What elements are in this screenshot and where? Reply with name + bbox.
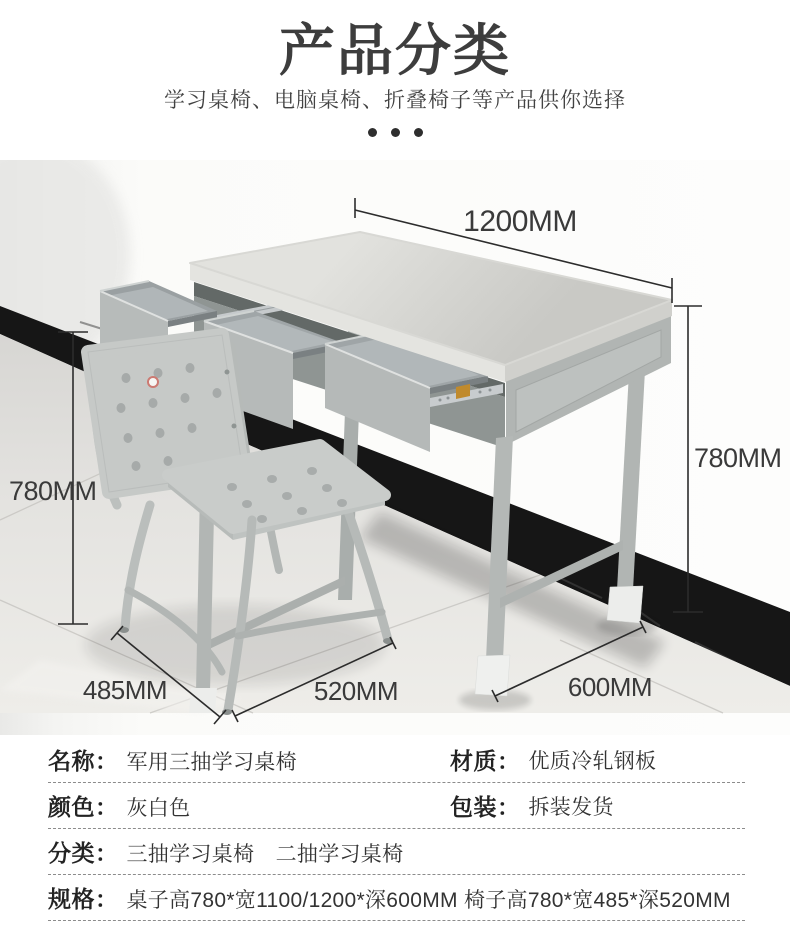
header: [0, 0, 790, 138]
spec-name: [48, 743, 297, 776]
dot-icon: [391, 128, 400, 137]
spec-row-name: [48, 737, 745, 783]
dot-icon: [368, 128, 377, 137]
dim-right-height: 780MM: [694, 443, 782, 473]
decorative-dots: [0, 128, 790, 138]
page-title: 产品分类: [279, 19, 511, 82]
spec-value: 优质冷轧钢板: [528, 749, 657, 773]
spec-color: [48, 789, 190, 822]
spec-row-category: [48, 829, 745, 875]
desk-chair-scene: [0, 160, 790, 735]
spec-value: 军用三抽学习桌椅: [126, 751, 297, 774]
spec-label: 材质：: [450, 748, 521, 774]
spec-row-color: [48, 783, 745, 829]
spec-value: 灰白色: [126, 797, 191, 820]
spec-category: [48, 835, 403, 868]
dot-icon: [414, 128, 423, 137]
dim-left-height: 780MM: [9, 476, 97, 506]
spec-value: 拆装发货: [528, 795, 614, 819]
dim-chair-depth: 520MM: [313, 676, 399, 706]
page-subtitle: 学习桌椅、电脑桌椅、折叠椅子等产品供你选择: [164, 89, 626, 112]
spec-list: [0, 737, 790, 921]
spec-value: 桌子高780*宽1100/1200*深600MM 椅子高780*宽485*深520MM: [126, 889, 731, 912]
spec-label: 规格：: [48, 886, 119, 912]
spec-row-size: [48, 875, 745, 921]
dim-desk-depth: 600MM: [567, 672, 653, 702]
spec-size: [48, 881, 731, 914]
spec-label: 包装：: [450, 794, 521, 820]
dim-top-width: 1200MM: [463, 205, 577, 238]
spec-packaging: [450, 783, 614, 828]
product-photo: [0, 160, 790, 735]
dim-chair-width: 485MM: [82, 675, 168, 705]
spec-label: 分类：: [48, 840, 119, 866]
spec-label: 颜色：: [48, 794, 119, 820]
spec-value: 三抽学习桌椅 二抽学习桌椅: [126, 843, 404, 866]
spec-label: 名称：: [48, 748, 119, 774]
brand-sticker: [148, 377, 158, 387]
spec-material: [450, 737, 656, 782]
